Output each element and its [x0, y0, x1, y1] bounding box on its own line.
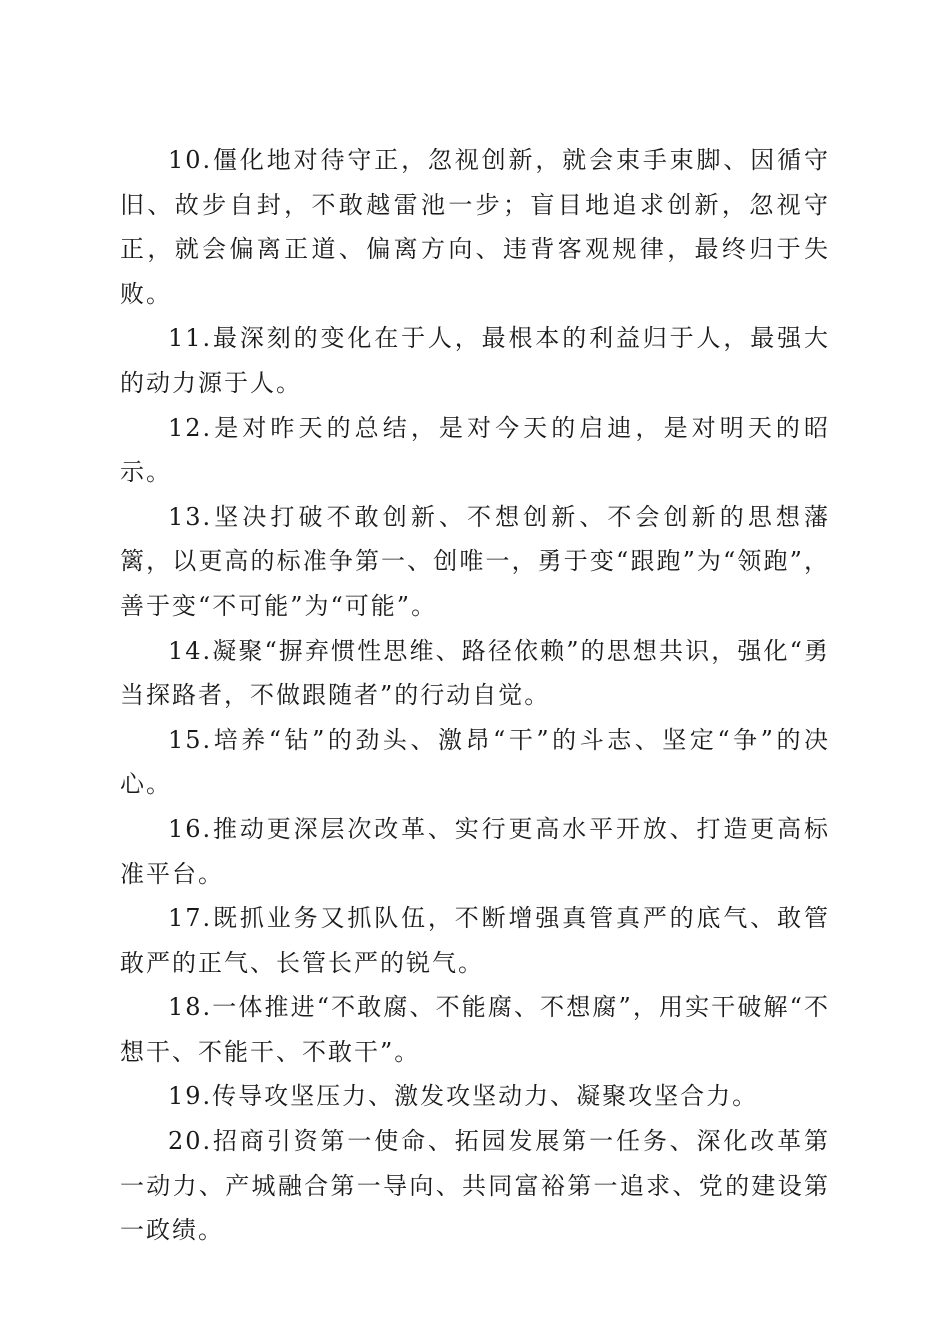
document-body	[120, 138, 830, 1253]
list-item-16: 16.推动更深层次改革、实行更高水平开放、打造更高标准平台。	[120, 814, 830, 888]
list-item-12: 12.是对昨天的总结，是对今天的启迪，是对明天的昭示。	[120, 413, 830, 487]
list-item-11: 11.最深刻的变化在于人，最根本的利益归于人，最强大的动力源于人。	[120, 324, 830, 397]
list-item-15: 15.培养“钻”的劲头、激昂“干”的斗志、坚定“争”的决心。	[120, 725, 830, 799]
list-item-20: 20.招商引资第一使命、拓园发展第一任务、深化改革第一动力、产城融合第一导向、共同富裕第一追求、党的建设第一政绩。	[120, 1127, 830, 1245]
list-item-14: 14.凝聚“摒弃惯性思维、路径依赖”的思想共识，强化“勇当探路者，不做跟随者”的行动自觉。	[120, 636, 830, 710]
list-item-13: 13.坚决打破不敢创新、不想创新、不会创新的思想藩篱，以更高的标准争第一、创唯一，勇于变“跟跑”为“领跑”，善于变“不可能”为“可能”。	[120, 502, 830, 620]
list-item-18: 18.一体推进“不敢腐、不能腐、不想腐”，用实干破解“不想干、不能干、不敢干”。	[120, 993, 830, 1066]
list-item-17: 17.既抓业务又抓队伍，不断增强真管真严的底气、敢管敢严的正气、长管长严的锐气。	[120, 904, 830, 977]
list-item-19: 19.传导攻坚压力、激发攻坚动力、凝聚攻坚合力。	[168, 1082, 759, 1111]
list-item-10: 10.僵化地对待守正，忽视创新，就会束手束脚、因循守旧、故步自封，不敢越雷池一步；盲目地追求创新，忽视守正，就会偏离正道、偏离方向、违背客观规律，最终归于失败。	[120, 146, 830, 308]
